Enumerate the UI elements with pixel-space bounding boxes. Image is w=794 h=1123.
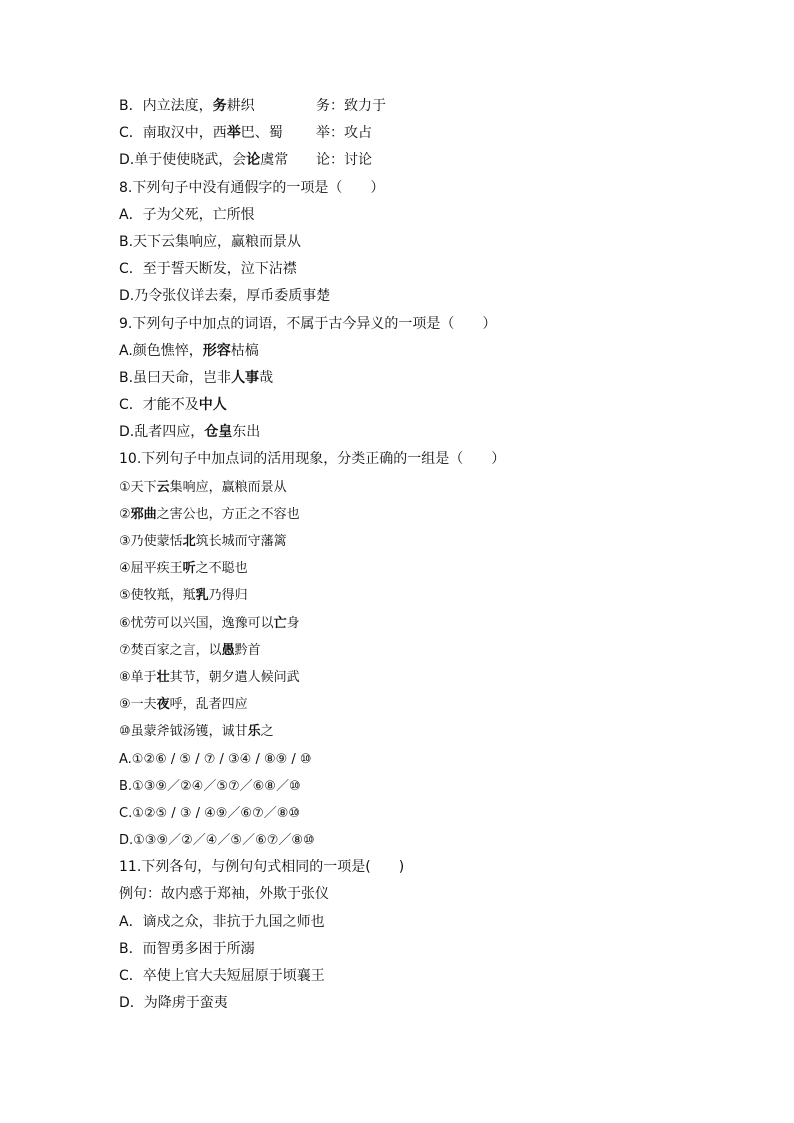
dotted-word: 北: [182, 534, 196, 549]
item-text: 筑长城而守藩篱: [195, 534, 287, 549]
q9-stem: 9.下列句子中加点的词语，不属于古今异义的一项是（ ）: [119, 315, 497, 332]
q7-option-d: [119, 147, 739, 174]
item-text: 其节，朝夕遣人候问武: [169, 669, 300, 685]
item-text: 身: [286, 615, 300, 631]
dotted-word: 愚: [221, 642, 235, 658]
option-text: C．南取汉中，西: [119, 125, 227, 142]
dotted-word: 壮: [156, 669, 170, 685]
item-text: 之不聪也: [195, 561, 248, 577]
q8-option-d: D.乃令张仪详去秦，厚币委质事楚: [119, 288, 331, 305]
q10-item: [119, 474, 739, 501]
item-text: ①天下: [119, 479, 157, 495]
option-text: 枯槁: [230, 342, 259, 359]
dotted-word: 中人: [198, 397, 227, 414]
dotted-word: 邪曲: [130, 506, 157, 522]
q10-item: [119, 528, 739, 555]
option-text: 哉: [259, 369, 274, 386]
q11-option-a: A．谪戍之众，非抗于九国之师也: [119, 913, 325, 930]
q11-stem: 11.下列各句，与例句句式相同的一项是( ): [119, 859, 405, 876]
exam-page: [119, 93, 739, 1017]
item-text: ⑤使牧羝，羝: [119, 588, 196, 604]
dotted-word: 云: [156, 479, 170, 495]
dotted-word: 亡: [273, 615, 287, 631]
item-text: 之: [260, 724, 274, 740]
dotted-word: 夜: [156, 697, 170, 713]
q10-option-d: D.①③⑨／②／④／⑤／⑥⑦／⑧⑩: [119, 833, 315, 849]
q7-option-b: [119, 93, 739, 120]
q8-option-b: B.天下云集响应，赢粮而景从: [119, 233, 302, 250]
dotted-word: 论: [246, 152, 261, 169]
option-text: D.乱者四应，: [119, 424, 205, 441]
item-text: ⑨一夫: [119, 697, 157, 713]
option-text: B.虽曰天命，岂非: [119, 369, 232, 386]
q7-option-c: [119, 120, 739, 147]
q10-item: [119, 637, 739, 664]
q10-option-c: C.①②⑤ / ③ / ④⑨／⑥⑦／⑧⑩: [119, 805, 301, 821]
dotted-word: 乐: [247, 724, 261, 740]
item-text: ⑩虽蒙斧钺汤镬，诚甘: [119, 724, 248, 740]
option-text: 虞常: [260, 152, 289, 169]
dotted-word: 举: [226, 125, 241, 142]
option-text: D.单于使使晓武，会: [119, 152, 247, 169]
dotted-word: 形容: [202, 342, 231, 359]
q11-option-c: C．卒使上官大夫短屈原于顷襄王: [119, 968, 325, 984]
item-text: ⑦焚百家之言，以: [119, 642, 222, 658]
item-text: ③乃使蒙恬: [119, 534, 183, 549]
q9-option-d: [119, 419, 739, 446]
q10-stem: 10.下列句子中加点词的活用现象，分类正确的一组是（ ）: [119, 451, 506, 468]
option-text: 耕织: [226, 98, 255, 114]
q10-item: [119, 555, 739, 582]
q8-option-c: C．至于誓天断发，泣下沾襟: [119, 261, 297, 278]
q10-item: [119, 582, 739, 609]
dotted-word: 乳: [195, 588, 209, 604]
q9-option-c: [119, 392, 739, 419]
q8-stem: 8.下列句子中没有通假字的一项是（ ）: [119, 179, 385, 196]
q11-option-b: B．而智勇多困于所溺: [119, 940, 255, 957]
item-text: 黔首: [234, 642, 261, 658]
option-text: 东出: [232, 424, 261, 441]
q10-item: [119, 610, 739, 637]
dotted-word: 人事: [231, 369, 260, 386]
option-text: 巴、蜀: [240, 125, 283, 142]
q10-item: [119, 718, 739, 745]
q9-option-a: [119, 338, 739, 365]
q10-item: [119, 664, 739, 691]
dotted-word: 务: [212, 98, 227, 114]
q10-option-a: A.①②⑥ / ⑤ / ⑦ / ③④ / ⑧⑨ / ⑩: [119, 751, 312, 767]
item-text: ⑧单于: [119, 669, 157, 685]
q9-option-b: [119, 365, 739, 392]
option-gloss: 举：攻占: [316, 125, 372, 142]
item-text: 之害公也，方正之不容也: [156, 506, 300, 522]
item-text: 呼，乱者四应: [169, 697, 248, 713]
item-text: ②: [119, 506, 131, 522]
item-text: ④屈平疾王: [119, 561, 183, 577]
item-text: 集响应，赢粮而景从: [169, 479, 287, 495]
q10-item: [119, 691, 739, 718]
option-text: A.颜色憔悴，: [119, 342, 203, 359]
q11-option-d: D．为降虏于蛮夷: [119, 995, 228, 1012]
item-text: 乃得归: [208, 588, 248, 604]
option-gloss: 论：讨论: [316, 152, 372, 169]
q8-option-a: A．子为父死，亡所恨: [119, 206, 255, 223]
option-text: C．才能不及: [119, 397, 199, 414]
dotted-word: 仓皇: [204, 424, 233, 441]
item-text: ⑥忧劳可以兴国，逸豫可以: [119, 615, 274, 631]
dotted-word: 听: [182, 561, 196, 577]
option-text: B．内立法度，: [119, 98, 213, 114]
q11-example: 例句：故内惑于郑袖，外欺于张仪: [119, 886, 329, 903]
option-gloss: 务：致力于: [316, 98, 386, 114]
q10-item: [119, 501, 739, 528]
q10-option-b: B.①③⑨／②④／⑤⑦／⑥⑧／⑩: [119, 778, 301, 794]
